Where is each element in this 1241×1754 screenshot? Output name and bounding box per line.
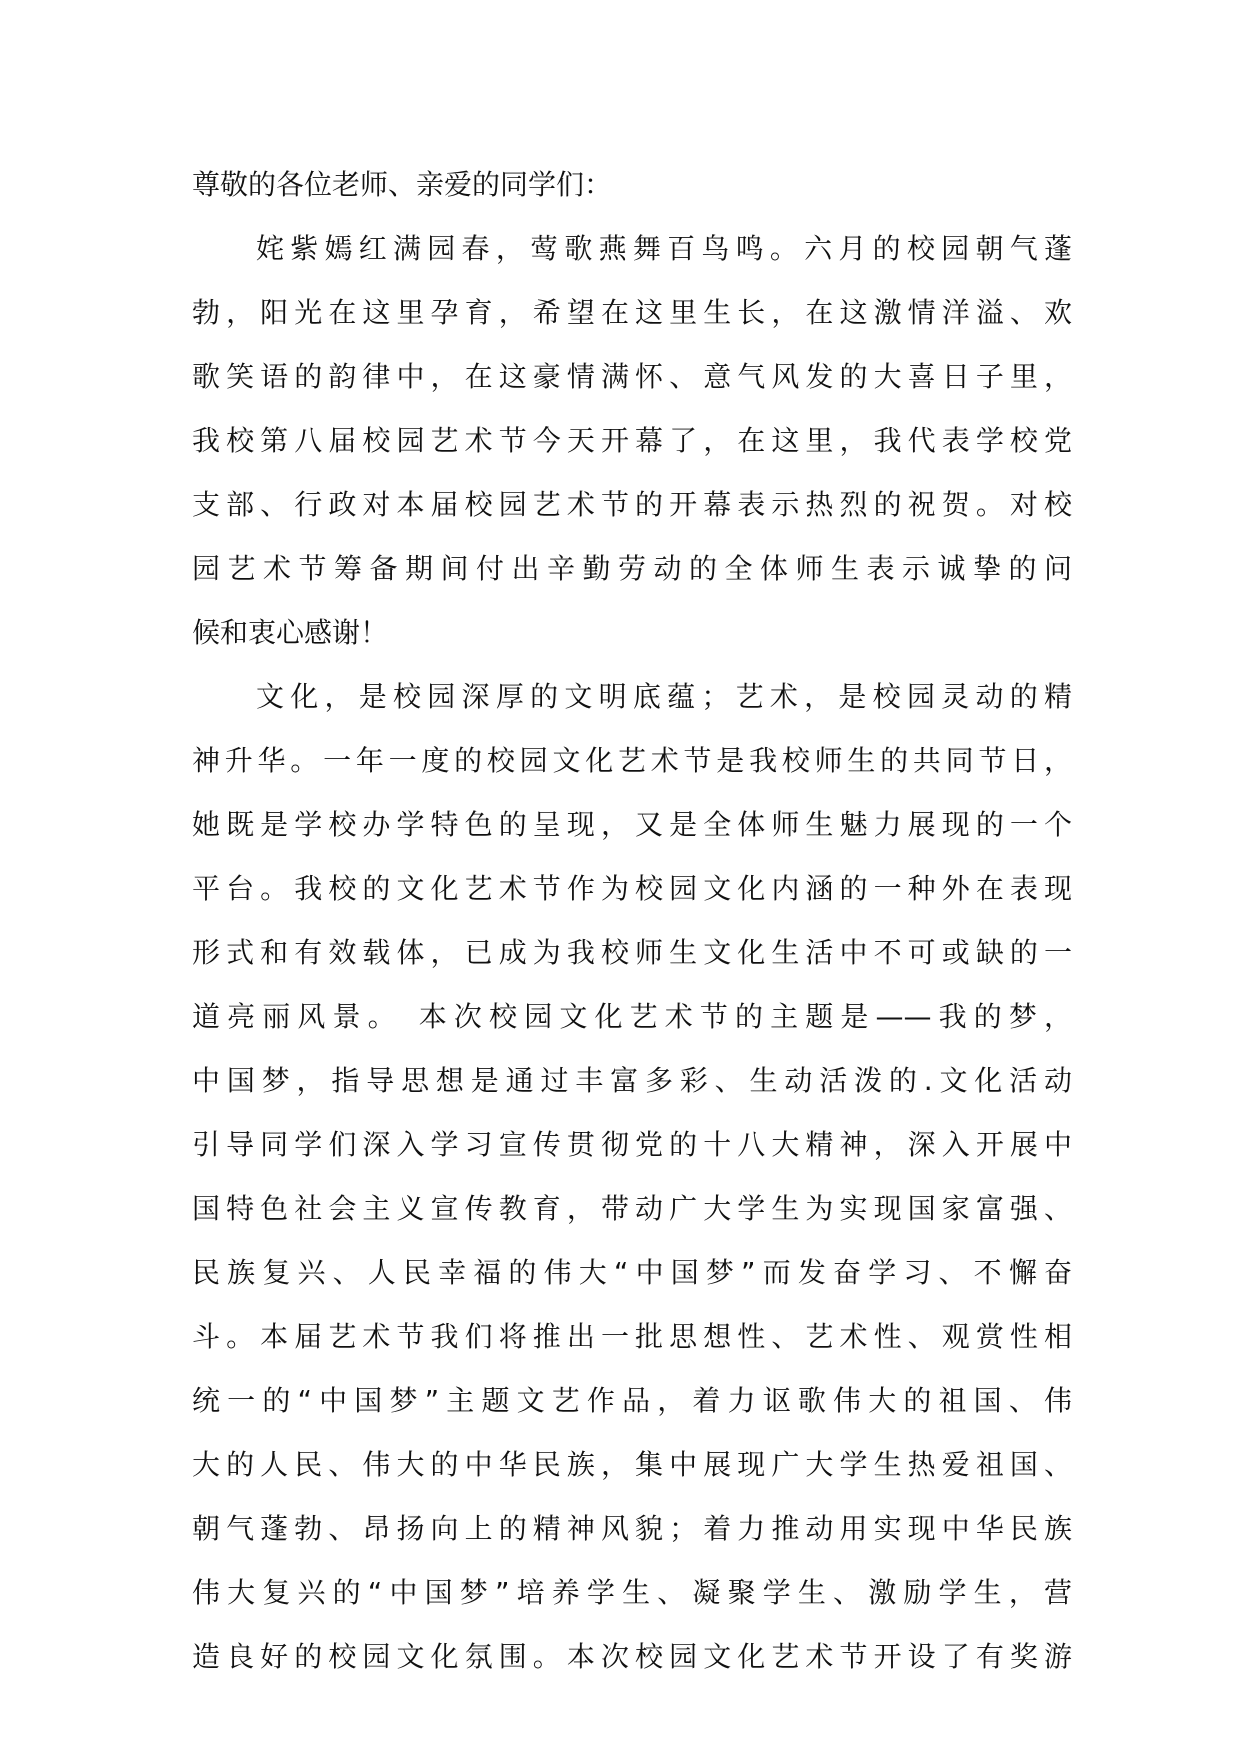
text-line: 文化，是校园深厚的文明底蕴；艺术，是校园灵动的精 — [256, 680, 1072, 713]
text-line: 歌笑语的韵律中，在这豪情满怀、意气风发的大喜日子里， — [192, 360, 1072, 393]
text-line: 朝气蓬勃、昂扬向上的精神风貌；着力推动用实现中华民族 — [192, 1512, 1072, 1545]
text-line: 国特色社会主义宣传教育，带动广大学生为实现国家富强、 — [192, 1192, 1072, 1225]
text-line: 园艺术节筹备期间付出辛勤劳动的全体师生表示诚挚的问 — [192, 552, 1072, 585]
text-line: 斗。本届艺术节我们将推出一批思想性、艺术性、观赏性相 — [192, 1320, 1072, 1353]
text-line: 她既是学校办学特色的呈现，又是全体师生魅力展现的一个 — [192, 808, 1072, 841]
text-line: 民族复兴、人民幸福的伟大“中国梦”而发奋学习、不懈奋 — [192, 1256, 1072, 1289]
text-line: 形式和有效载体，已成为我校师生文化生活中不可或缺的一 — [192, 936, 1072, 969]
text-line: 统一的“中国梦”主题文艺作品，着力讴歌伟大的祖国、伟 — [192, 1384, 1072, 1417]
text-line: 中国梦，指导思想是通过丰富多彩、生动活泼的.文化活动 — [192, 1064, 1072, 1097]
greeting-line: 尊敬的各位老师、亲爱的同学们： — [192, 168, 613, 201]
text-line: 姹紫嫣红满园春，莺歌燕舞百鸟鸣。六月的校园朝气蓬 — [256, 232, 1072, 265]
text-line: 我校第八届校园艺术节今天开幕了，在这里，我代表学校党 — [192, 424, 1072, 457]
text-line: 支部、行政对本届校园艺术节的开幕表示热烈的祝贺。对校 — [192, 488, 1072, 521]
text-line: 造良好的校园文化氛围。本次校园文化艺术节开设了有奖游 — [192, 1640, 1072, 1673]
text-line: 勃，阳光在这里孕育，希望在这里生长，在这激情洋溢、欢 — [192, 296, 1072, 329]
text-line: 大的人民、伟大的中华民族，集中展现广大学生热爱祖国、 — [192, 1448, 1072, 1481]
text-line: 神升华。一年一度的校园文化艺术节是我校师生的共同节日， — [192, 744, 1072, 777]
text-line: 引导同学们深入学习宣传贯彻党的十八大精神，深入开展中 — [192, 1128, 1072, 1161]
text-line: 道亮丽风景。 本次校园文化艺术节的主题是——我的梦， — [192, 1000, 1072, 1033]
text-line: 伟大复兴的“中国梦”培养学生、凝聚学生、激励学生，营 — [192, 1576, 1072, 1609]
text-line: 平台。我校的文化艺术节作为校园文化内涵的一种外在表现 — [192, 872, 1072, 905]
text-line: 候和衷心感谢！ — [192, 616, 389, 649]
